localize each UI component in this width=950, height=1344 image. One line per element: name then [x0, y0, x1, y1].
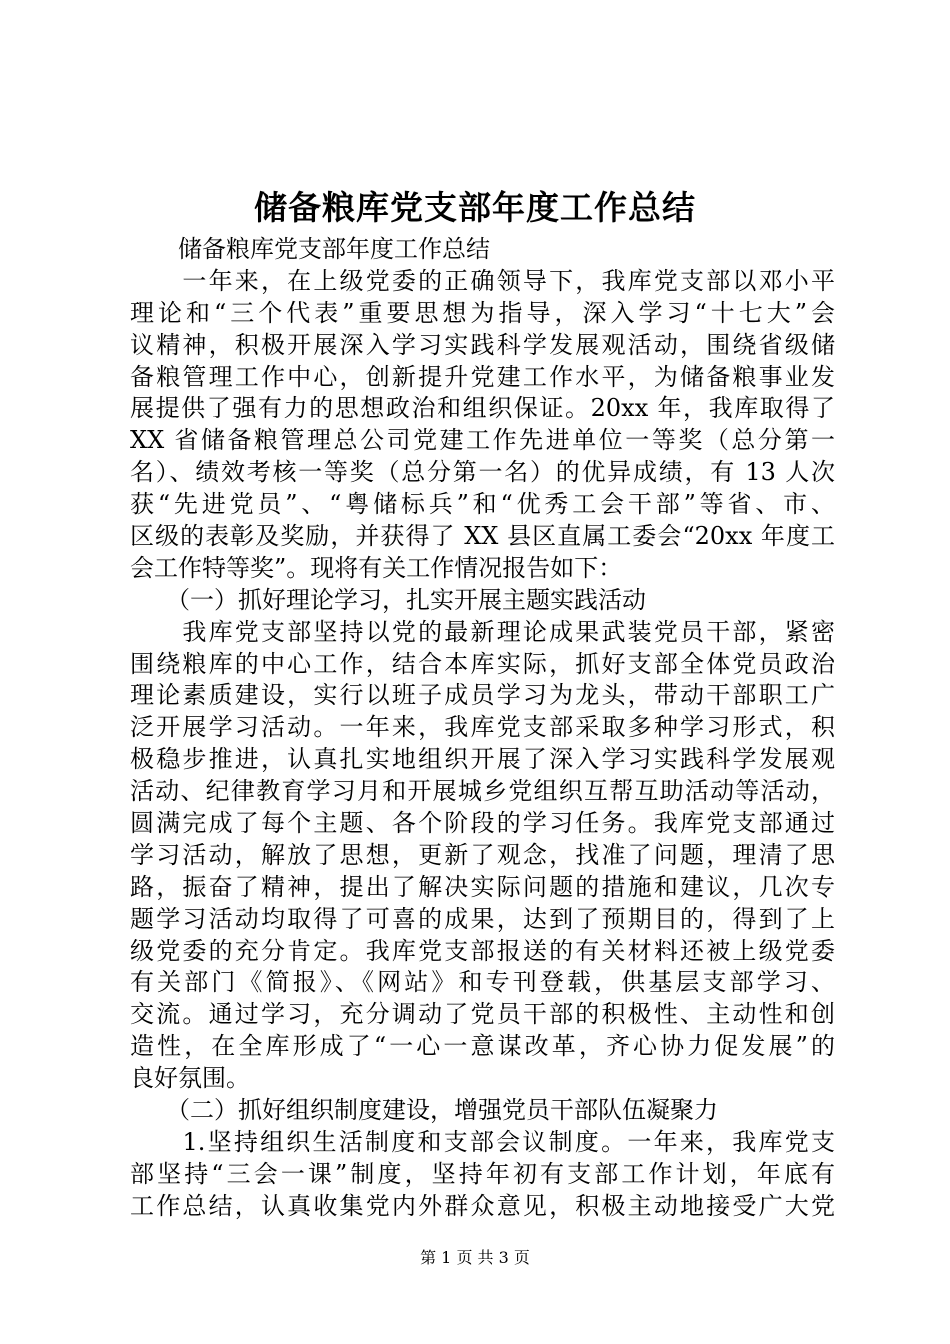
text-line: 会工作特等奖”。现将有关工作情况报告如下：: [130, 553, 623, 582]
text-line: 题学习活动均取得了可喜的成果，达到了预期目的，得到了上: [130, 904, 835, 933]
text-line: 有关部门《简报》、《网站》和专刊登载，供基层支部学习、: [130, 968, 835, 997]
document-title: 储备粮库党支部年度工作总结: [254, 188, 696, 227]
text-line: 围绕粮库的中心工作，结合本库实际，抓好支部全体党员政治: [130, 649, 835, 678]
text-line: 造性，在全库形成了“一心一意谋改革，齐心协力促发展”的: [130, 1032, 835, 1061]
text-line: 获“先进党员”、“粤储标兵”和“优秀工会干部”等省、市、: [130, 490, 835, 519]
text-line: 1.坚持组织生活制度和支部会议制度。一年来，我库党支: [130, 1127, 835, 1156]
document-body: [130, 234, 835, 1223]
text-line: （二）抓好组织制度建设，增强党员干部队伍凝聚力: [130, 1096, 718, 1125]
text-line: XX 省储备粮管理总公司党建工作先进单位一等奖（总分第一: [130, 426, 835, 455]
text-line: 泛开展学习活动。一年来，我库党支部采取多种学习形式，积: [130, 713, 835, 742]
text-line: 一年来，在上级党委的正确领导下，我库党支部以邓小平: [130, 266, 835, 295]
text-line: 工作总结，认真收集党内外群众意见，积极主动地接受广大党: [130, 1191, 835, 1220]
text-line: 学习活动，解放了思想，更新了观念，找准了问题，理清了思: [130, 840, 835, 869]
page-footer: 第 1 页 共 3 页: [420, 1248, 530, 1267]
text-line: 理论素质建设，实行以班子成员学习为龙头，带动干部职工广: [130, 681, 835, 710]
text-line: 备粮管理工作中心，创新提升党建工作水平，为储备粮事业发: [130, 362, 835, 391]
text-line: 理论和“三个代表”重要思想为指导，深入学习“十七大”会: [130, 298, 835, 327]
text-line: 展提供了强有力的思想政治和组织保证。20xx 年，我库取得了: [130, 394, 835, 423]
text-line: 圆满完成了每个主题、各个阶段的学习任务。我库党支部通过: [130, 809, 835, 838]
text-line: 良好氛围。: [130, 1064, 250, 1093]
text-line: （一）抓好理论学习，扎实开展主题实践活动: [130, 585, 646, 614]
text-line: 活动、纪律教育学习月和开展城乡党组织互帮互助活动等活动，: [130, 777, 835, 806]
text-line: 名）、绩效考核一等奖（总分第一名）的优异成绩，有 13 人次: [130, 458, 835, 487]
text-line: 储备粮库党支部年度工作总结: [130, 235, 490, 263]
text-line: 路，振奋了精神，提出了解决实际问题的措施和建议，几次专: [130, 872, 835, 901]
text-line: 极稳步推进，认真扎实地组织开展了深入学习实践科学发展观: [130, 745, 835, 774]
text-line: 我库党支部坚持以党的最新理论成果武装党员干部，紧密: [130, 617, 835, 646]
text-line: 区级的表彰及奖励，并获得了 XX 县区直属工委会“20xx 年度工: [130, 522, 835, 551]
text-line: 级党委的充分肯定。我库党支部报送的有关材料还被上级党委: [130, 936, 835, 965]
text-line: 部坚持“三会一课”制度，坚持年初有支部工作计划，年底有: [130, 1159, 835, 1188]
text-line: 议精神，积极开展深入学习实践科学发展观活动，围绕省级储: [130, 330, 835, 359]
text-line: 交流。通过学习，充分调动了党员干部的积极性、主动性和创: [130, 1000, 835, 1029]
